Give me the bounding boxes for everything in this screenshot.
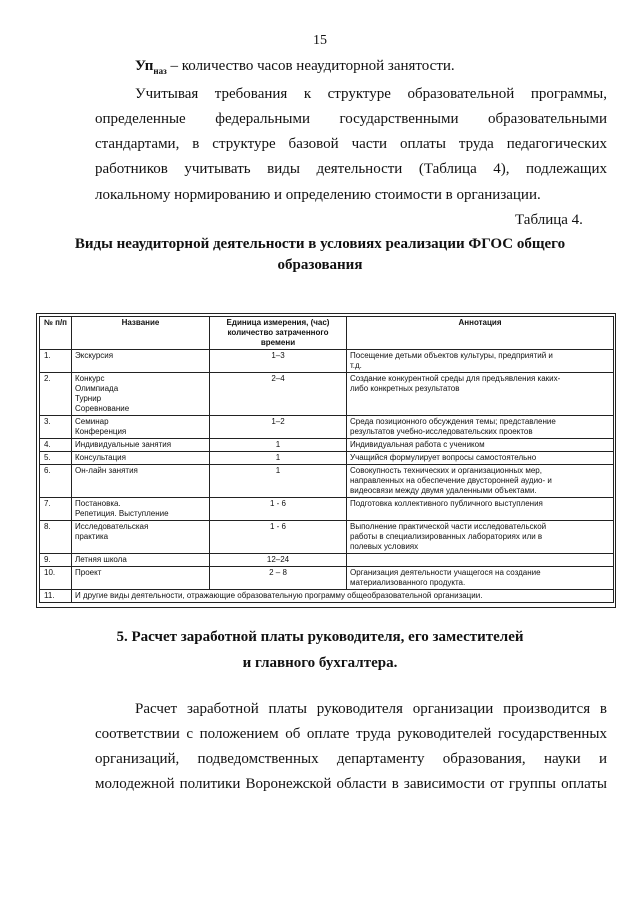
row-unit: 1 - 6 — [210, 498, 347, 521]
row-name-line: Конференция — [75, 427, 127, 436]
header-unit: Единица измерения, (час) количество затраченного времени — [210, 317, 347, 350]
row-annotation-line: Организация деятельности учащегося на создание — [350, 568, 541, 577]
row-name-line: практика — [75, 532, 109, 541]
row-name — [72, 373, 210, 416]
definition-line — [135, 57, 455, 80]
row-name-line: Он-лайн занятия — [75, 466, 138, 475]
definition-subscript: наз — [153, 66, 167, 76]
paragraph1-line-3: стандартами, в структуре базовой части оплаты труда педагогических — [95, 136, 607, 152]
row-name — [72, 554, 210, 567]
row-annotation-line: Создание конкурентной среды для предъявления каких- — [350, 374, 561, 383]
row-unit: 2 – 8 — [210, 567, 347, 590]
row-annotation-line: Подготовка коллективного публичного выступления — [350, 499, 543, 508]
row-annotation-line: результатов учебно-исследовательских проектов — [350, 427, 533, 436]
paragraph2-line-4: молодежной политики Воронежской области в зависимости от группы оплаты — [95, 776, 607, 792]
row-annotation-line: материализованного продукта. — [350, 578, 466, 587]
row-annotation — [347, 373, 614, 416]
table-row-other — [40, 590, 614, 603]
row-name — [72, 465, 210, 498]
row-unit: 1 — [210, 452, 347, 465]
header-num: № п/п — [40, 317, 72, 350]
row-annotation — [347, 439, 614, 452]
row-unit: 1 — [210, 439, 347, 452]
row-name-line: Постановка. — [75, 499, 121, 508]
row-annotation-line: работы в специализированных лабораториях или в — [350, 532, 543, 541]
header-name: Название — [72, 317, 210, 350]
row-number: 6. — [40, 465, 72, 498]
row-name — [72, 498, 210, 521]
table-row — [40, 521, 614, 554]
row-number: 9. — [40, 554, 72, 567]
row-unit: 2–4 — [210, 373, 347, 416]
paragraph1-line-5: локальному нормированию и определению стоимости в организации. — [95, 187, 541, 203]
row-name-line: Летняя школа — [75, 555, 127, 564]
row-unit: 12–24 — [210, 554, 347, 567]
row-name — [72, 439, 210, 452]
row-annotation-line: направленных на обеспечение двусторонней аудио- и — [350, 476, 552, 485]
paragraph2-line-3: организаций, подведомственных департаменту образования, науки и — [95, 751, 607, 767]
row-number: 11. — [40, 590, 72, 603]
paragraph1-line-4: работников учитывать виды деятельности (Таблица 4), подлежащих — [95, 161, 607, 177]
row-name-line: Олимпиада — [75, 384, 119, 393]
row-number: 4. — [40, 439, 72, 452]
section-title-line-2: и главного бухгалтера. — [242, 655, 398, 671]
row-annotation-line: Учащийся формулирует вопросы самостоятельно — [350, 453, 537, 462]
paragraph2-line-2: соответствии с положением об оплате труда руководителей государственных — [95, 726, 607, 742]
row-annotation — [347, 452, 614, 465]
row-number: 2. — [40, 373, 72, 416]
row-annotation-line: полевых условиях — [350, 542, 419, 551]
table-title-line-2: образования — [277, 257, 363, 273]
row-name — [72, 350, 210, 373]
table-row — [40, 373, 614, 416]
row-annotation-line: видеосвязи между двумя удаленными объектами. — [350, 486, 537, 495]
definition-symbol: Уп — [135, 58, 154, 74]
row-unit: 1 — [210, 465, 347, 498]
row-annotation — [347, 498, 614, 521]
row-name-line: Исследовательская — [75, 522, 149, 531]
table-row — [40, 567, 614, 590]
table-row — [40, 465, 614, 498]
paragraph1-line-1: Учитывая требования к структуре образовательной программы, — [135, 86, 607, 102]
row-annotation-line: Среда позиционного обсуждения темы; представление — [350, 417, 556, 426]
row-name — [72, 567, 210, 590]
row-name-line: Проект — [75, 568, 102, 577]
paragraph1-line-2: определенные федеральными государственными образовательными — [95, 111, 607, 127]
row-annotation — [347, 567, 614, 590]
table-label: Таблица 4. — [515, 212, 583, 228]
table-row — [40, 452, 614, 465]
row-number: 5. — [40, 452, 72, 465]
paragraph2-line-1: Расчет заработной платы руководителя организации производится в — [135, 701, 607, 717]
section-title-line-1: 5. Расчет заработной платы руководителя, его заместителей — [116, 629, 524, 645]
row-annotation — [347, 554, 614, 567]
row-name-line: Индивидуальные занятия — [75, 440, 172, 449]
row-number: 8. — [40, 521, 72, 554]
row-annotation — [347, 350, 614, 373]
row-annotation-line: Выполнение практической части исследовательской — [350, 522, 547, 531]
row-name-line: Репетиция. Выступление — [75, 509, 169, 518]
table-row — [40, 350, 614, 373]
table-row — [40, 439, 614, 452]
row-annotation — [347, 416, 614, 439]
row-unit: 1–2 — [210, 416, 347, 439]
row-annotation — [347, 521, 614, 554]
header-annotation: Аннотация — [347, 317, 614, 350]
row-number: 1. — [40, 350, 72, 373]
row-name-line: Конкурс — [75, 374, 105, 383]
table-row — [40, 498, 614, 521]
table-row — [40, 554, 614, 567]
row-annotation-line: т.д. — [350, 361, 362, 370]
row-name — [72, 416, 210, 439]
row-number: 3. — [40, 416, 72, 439]
row-annotation — [347, 465, 614, 498]
row-name-line: Экскурсия — [75, 351, 114, 360]
table-header-row — [40, 317, 614, 350]
row-annotation-line: Индивидуальная работа с учеником — [350, 440, 485, 449]
activities-table — [39, 316, 614, 603]
row-annotation-line: Посещение детьми объектов культуры, предприятий и — [350, 351, 553, 360]
row-unit: 1 - 6 — [210, 521, 347, 554]
row-annotation-line: либо конкретных результатов — [350, 384, 460, 393]
row-annotation-line: Совокупность технических и организационных мер, — [350, 466, 542, 475]
row-unit: 1–3 — [210, 350, 347, 373]
row-number: 10. — [40, 567, 72, 590]
page-number: 15 — [313, 33, 327, 48]
definition-text: – количество часов неаудиторной занятости. — [166, 58, 455, 74]
row-name-line: Соревнование — [75, 404, 130, 413]
table-row — [40, 416, 614, 439]
row-name — [72, 452, 210, 465]
table-title-line-1: Виды неаудиторной деятельности в условиях реализации ФГОС общего — [74, 236, 566, 252]
row-name-line: Семинар — [75, 417, 109, 426]
row-number: 7. — [40, 498, 72, 521]
row-name — [72, 521, 210, 554]
row-name-line: Турнир — [75, 394, 102, 403]
row-other-text: И другие виды деятельности, отражающие образовательную программу общеобразовательной организации. — [72, 590, 614, 603]
row-name-line: Консультация — [75, 453, 126, 462]
